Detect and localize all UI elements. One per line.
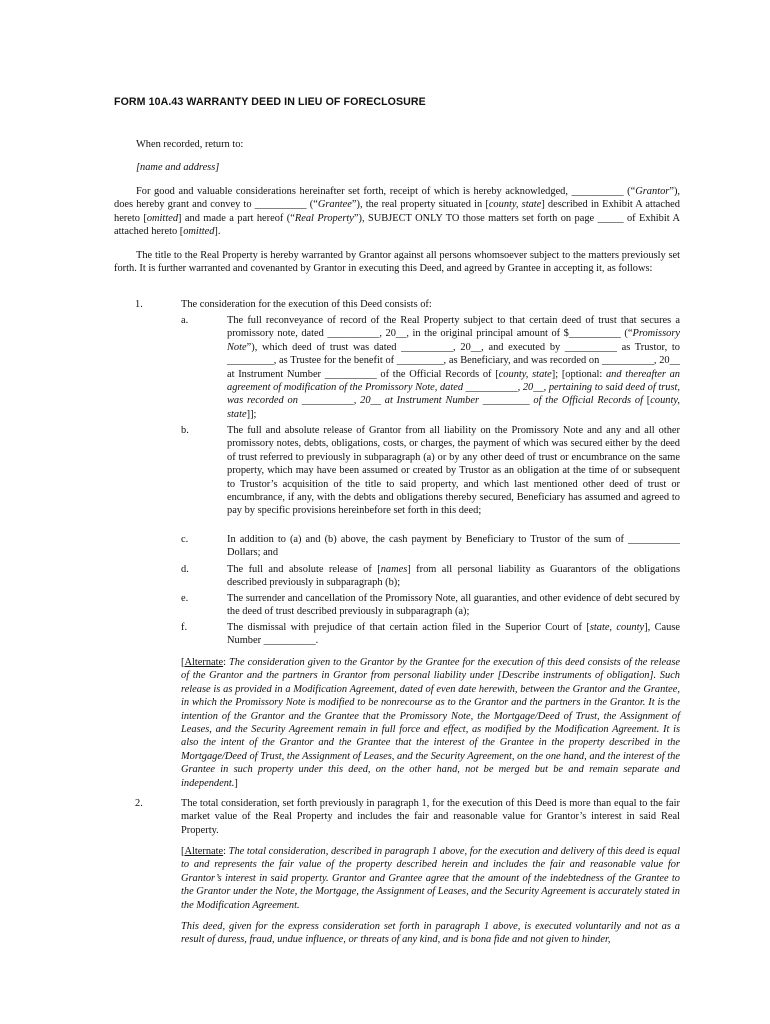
item-1d-label: d. (181, 564, 189, 575)
item-1c-text: In addition to (a) and (b) above, the cash payment by Beneficiary to Trustor of the sum of __________ Dollars; and (227, 534, 680, 559)
return-to-label: When recorded, return to: (136, 139, 244, 150)
item-2-alternate-continued: This deed, given for the express consideration set forth in paragraph 1 above, is executed voluntarily and not as a result of duress, fraud, undue influence, or threats of any kind, and is bona fide and not given to hinder, (181, 921, 680, 946)
item-2-alternate: [Alternate: The total consideration, described in paragraph 1 above, for the execution and delivery of this deed is equal to and represents the fair value of the property described herein and includes the fair and reasonable value for Grantor’s interest in said property. Grantor and Grantee agree that the amount of the indebtedness of the Grantee to the Grantor under the Note, the Mortgage, the Assignment of Leases, and the Security Agreement is accurately stated in the Modification Agreement. (181, 846, 680, 911)
item-1a-label: a. (181, 315, 189, 326)
item-1e-label: e. (181, 593, 189, 604)
item-1c-label: c. (181, 534, 189, 545)
consideration-paragraph: For good and valuable considerations hereinafter set forth, receipt of which is hereby acknowledged, __________ (“Grantor”), does hereby grant and convey to __________ (“Grantee”), the real property situated in [county, state] described in Exhibit A attached hereto [omitted] and made a part hereof (“Real Property”), SUBJECT ONLY TO those matters set forth on page _____ of Exhibit A attached hereto [omitted]. (114, 186, 680, 238)
item-1-alternate: [Alternate: The consideration given to the Grantor by the Grantee for the execution of this deed consists of the release of the Grantor and the partners in Grantor from personal liability under [Describe instruments of obligation]. Such release is as provided in a Modification Agreement, dated of even date herewith, between the Grantor and the Grantee, in which the Promissory Note is modified to be nonrecourse as to the Grantor and the partners in the Grantor. It is the intention of the Grantor and the Grantee that the Promissory Note, the Mortgage/Deed of Trust, the Assignment of Leases, and the Security Agreement remain in full force and effect, as modified by the Modification Agreement. It is also the intent of the Grantor and the Grantee that the interest of the Grantee in the property described in the Mortgage/Deed of Trust, the Assignment of Leases, and the Security Agreement, on the one hand, and the interest of the Grantee in such property under this deed, on the other hand, not be merged but be and remain separate and independent.] (181, 657, 680, 789)
item-1d-text: The full and absolute release of [names] from all personal liability as Guarantors of the obligations described previously in subparagraph (b); (227, 564, 680, 589)
item-1e-text: The surrender and cancellation of the Promissory Note, all guaranties, and other evidence of debt secured by the deed of trust described previously in subparagraph (a); (227, 593, 680, 618)
name-address-placeholder: [name and address] (136, 162, 220, 173)
item-2-text: The total consideration, set forth previously in paragraph 1, for the execution of this Deed is more than equal to the fair market value of the Real Property and includes the fair and reasonable value for Grantor’s interest in said Real Property. (181, 798, 680, 836)
item-1a-text: The full reconveyance of record of the Real Property subject to that certain deed of trust that secures a promissory note, dated __________, 20__, in the original principal amount of $__________ (“Promissory Note”), which deed of trust was dated __________, 20__, and executed by __________ as Trustor, to _________, as Trustee for the benefit of _________, as Beneficiary, and was recorded on __________, 20__ at Instrument Number __________ of the Official Records of [county, state]; [optional: and thereafter an agreement of modification of the Promissory Note, dated __________, 20__, pertaining to said deed of trust, was recorded on __________, 20__ at Instrument Number _________ of the Official Records of [county, state]]; (227, 315, 680, 420)
item-1f-text: The dismissal with prejudice of that certain action filed in the Superior Court of [state, county], Cause Number __________. (227, 622, 680, 647)
item-1-text: The consideration for the execution of this Deed consists of: (181, 299, 432, 310)
item-1b-label: b. (181, 425, 189, 436)
page-title: FORM 10A.43 WARRANTY DEED IN LIEU OF FORECLOSURE (114, 96, 426, 108)
item-1-number: 1. (135, 299, 143, 310)
item-1f-label: f. (181, 622, 188, 633)
title-warranty-paragraph: The title to the Real Property is hereby warranted by Grantor against all persons whomsoever subject to the matters previously set forth. It is further warranted and covenanted by Grantor in executing this Deed, and agreed by Grantee in accepting it, as follows: (114, 250, 680, 275)
item-2-number: 2. (135, 798, 143, 809)
item-1b-text: The full and absolute release of Grantor from all liability on the Promissory Note and any and all other promissory notes, debts, obligations, costs, or charges, the payment of which was secured either by the deed of trust referred to previously in subparagraph (a) or by any other deed of trust or encumbrance on the same property, which may have been assumed or created by Trustor as an obligation at the time of or subsequent to Trustor’s acquisition of the title to said property, and which last mentioned other deed of trust or encumbrance, if any, with the debts and obligations thereby secured, Beneficiary has assumed and agreed to pay by specific provisions hereinbefore set forth in this deed; (227, 425, 680, 517)
